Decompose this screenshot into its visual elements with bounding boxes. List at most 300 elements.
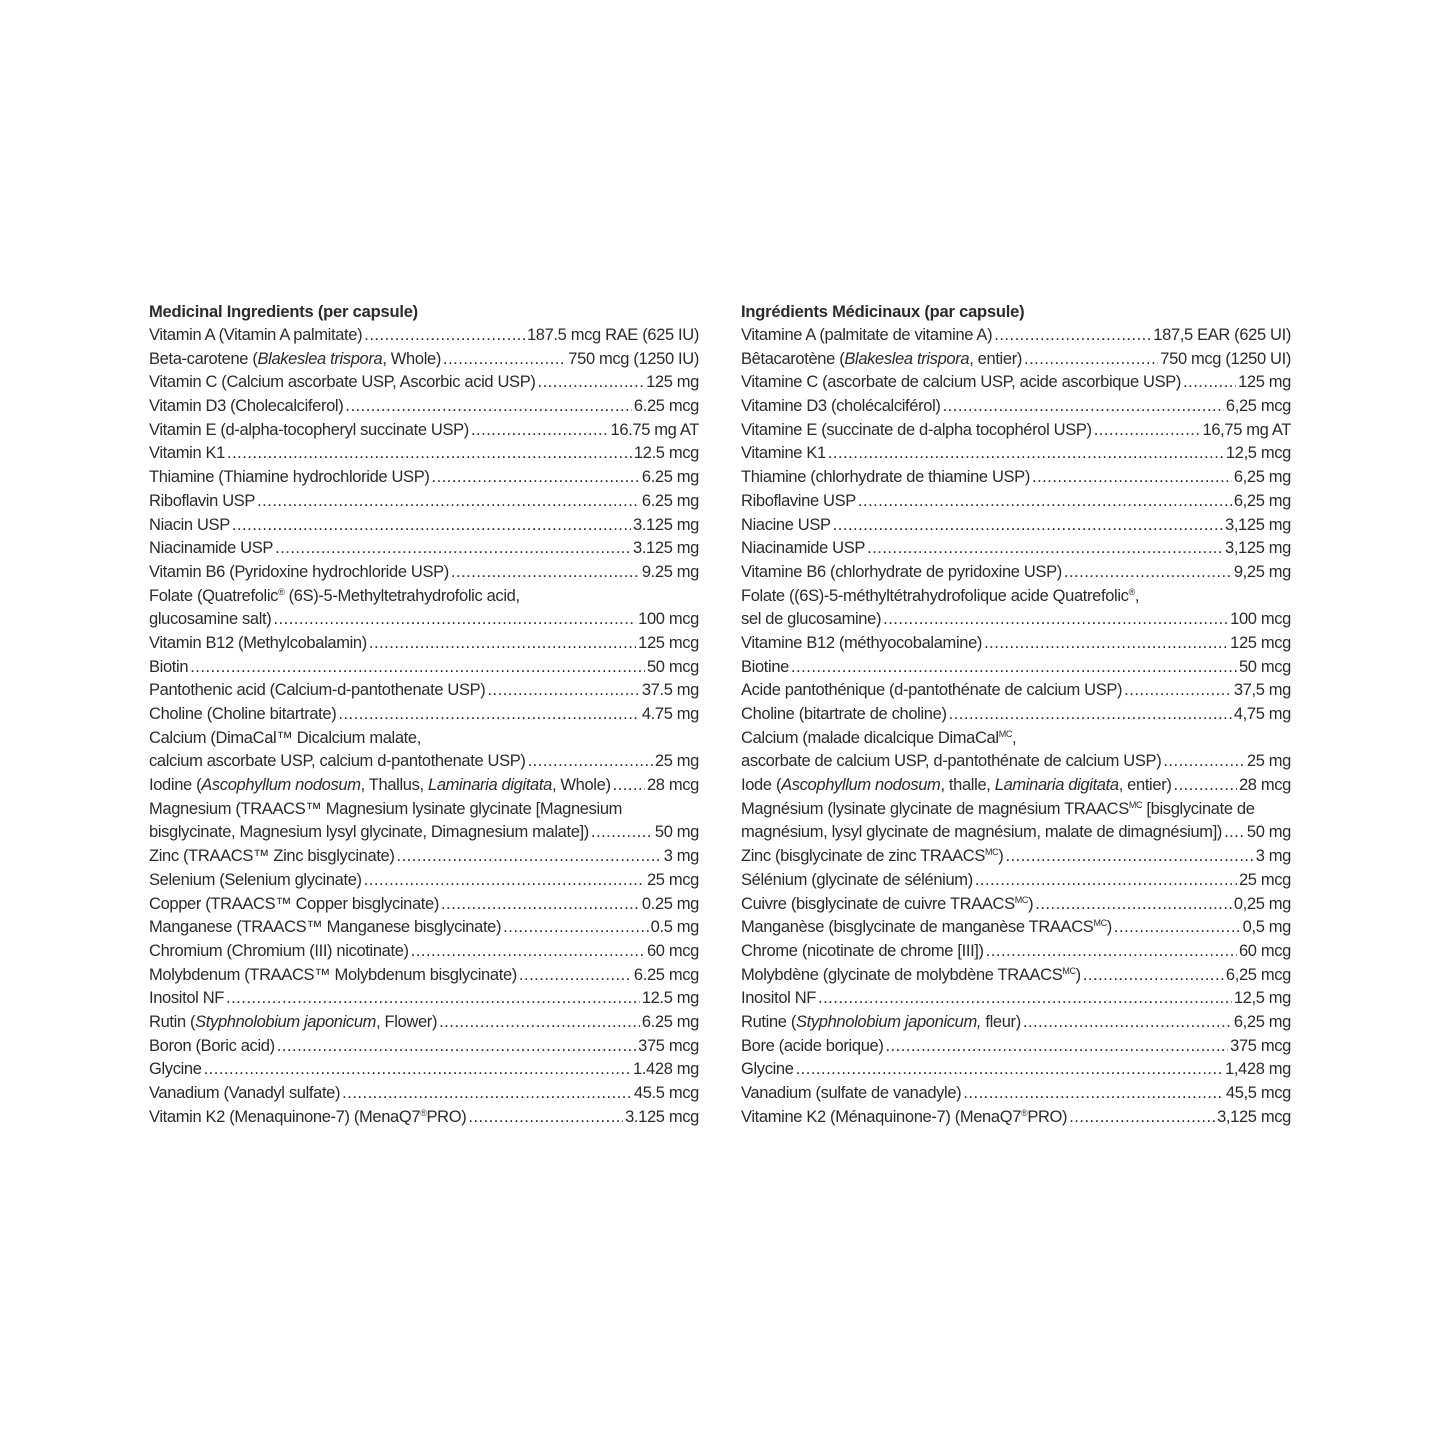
ingredient-line-continued [741,585,1291,609]
text-segment: ) [1106,918,1112,937]
text-segment: Selenium (Selenium glycinate) [149,870,362,889]
text-segment: Inositol NF [741,989,817,1008]
ingredient-name [149,466,430,490]
ingredient-name [149,561,449,585]
ingredient-amount: 1.428 mg [633,1060,699,1079]
ingredient-name [149,608,271,632]
ingredient-name [741,371,1181,395]
superscript-mark: MC [1093,918,1107,929]
ingredient-amount: 3,125 mg [1225,539,1291,558]
ingredient-row [149,940,699,964]
text-segment: Zinc (TRAACS™ Zinc bisglycinate) [149,847,395,866]
dot-leader [275,537,631,561]
ingredient-name [741,821,1222,845]
ingredient-row [149,750,699,774]
ingredient-row [149,774,699,798]
ingredient-name [149,679,485,703]
ingredient-amount: 6.25 mg [641,1012,699,1031]
ingredient-amount: 50 mcg [646,657,699,676]
dot-leader [277,1035,636,1059]
text-segment: Niacinamide USP [149,539,274,558]
ingredient-name [149,324,362,348]
english-ingredient-list [149,324,699,1129]
ingredient-row [741,774,1291,798]
italic-text: Ascophyllum nodosum [781,776,941,795]
dot-leader [439,1011,640,1035]
ingredient-name [149,348,441,372]
ingredient-amount: 12.5 mg [641,989,699,1008]
ingredient-amount: 3.125 mg [633,539,699,558]
dot-leader [226,987,640,1011]
ingredient-name [149,869,362,893]
ingredient-row [149,371,699,395]
ingredient-row [149,1011,699,1035]
ingredient-name [741,608,881,632]
italic-text: Laminaria digitata [428,776,552,795]
dot-leader [1224,821,1245,845]
dot-leader [397,845,662,869]
dot-leader [232,514,631,538]
ingredient-row [741,466,1291,490]
dot-leader [364,324,525,348]
ingredient-name [741,490,856,514]
dot-leader [503,916,649,940]
dot-leader [538,371,645,395]
ingredient-name [741,774,1172,798]
text-segment: Glycine [741,1060,794,1079]
ingredient-row [741,608,1291,632]
superscript-mark: MC [1128,799,1143,810]
superscript-mark: ® [420,1107,427,1118]
text-segment: Niacin USP [149,515,230,534]
text-segment: (6S)-5-Methyltetrahydrofolic acid, [284,586,520,605]
ingredient-amount: 0.25 mg [641,894,699,913]
english-title: Medicinal Ingredients (per capsule) [149,303,418,321]
superscript-mark: MC [1062,965,1076,976]
text-segment: Calcium (DimaCal™ Dicalcium malate, [149,728,421,747]
ingredient-amount: 6,25 mcg [1225,965,1291,984]
text-segment: Vitamin B6 (Pyridoxine hydrochloride USP) [149,562,449,581]
ingredient-amount: 0,25 mg [1233,894,1291,913]
text-segment: Vitamine C (ascorbate de calcium USP, acide ascorbique USP) [741,373,1182,392]
text-segment: Vitamin D3 (Cholecalciferol) [149,397,344,416]
ingredient-amount: 375 mcg [638,1036,699,1055]
ingredient-amount: 187,5 EAR (625 UI) [1153,326,1291,344]
ingredient-amount: 28 mcg [1238,776,1291,795]
dot-leader [1124,679,1232,703]
ingredient-name [149,703,336,727]
ingredient-row [741,324,1291,348]
italic-text: Styphnolobium japonicum, [795,1012,982,1031]
ingredient-amount: 25 mg [654,752,699,771]
ingredient-amount: 37,5 mg [1233,681,1291,700]
ingredient-row [149,324,699,348]
text-segment: Rutine ( [741,1012,796,1031]
text-segment: , Whole) [551,776,611,795]
ingredient-row [741,1011,1291,1035]
dot-leader [345,395,632,419]
ingredient-amount: 750 mcg (1250 UI) [1160,349,1291,368]
dot-leader [833,514,1223,538]
text-segment: Vitamine K1 [741,444,826,463]
dot-leader [1023,1011,1232,1035]
dot-leader [994,324,1151,348]
ingredient-line-continued [149,727,699,751]
ingredient-name [741,466,1030,490]
english-ingredients-column [149,300,699,1129]
ingredient-row [741,893,1291,917]
dot-leader [1024,348,1158,372]
text-segment: Rutin ( [149,1012,196,1031]
dot-leader [883,608,1228,632]
ingredient-name [741,537,865,561]
dot-leader [943,395,1224,419]
text-segment: , Whole) [382,349,441,368]
text-segment: Choline (bitartrate de choline) [741,705,947,723]
text-segment: , Thallus, [360,776,428,795]
ingredient-name [741,964,1081,988]
dot-leader [886,1035,1229,1059]
text-segment: Pantothenic acid (Calcium-d-pantothenate USP) [149,681,486,700]
text-segment: glucosamine salt) [149,610,272,629]
text-segment: ascorbate de calcium USP, d-pantothénate de calcium USP) [741,752,1162,771]
text-segment: Folate (Quatrefolic [149,586,279,605]
ingredient-name [149,1011,437,1035]
text-segment: bisglycinate, Magnesium lysyl glycinate, Dimagnesium malate]) [149,823,589,842]
ingredient-row [741,1058,1291,1082]
ingredient-name [149,490,255,514]
text-segment: , entier) [969,349,1022,368]
ingredient-amount: 375 mcg [1230,1036,1291,1055]
ingredient-amount: 9.25 mg [641,562,699,581]
dot-leader [204,1058,631,1082]
ingredient-line-continued [741,727,1291,751]
dot-leader [949,703,1232,727]
ingredient-amount: 6,25 mg [1233,1012,1291,1031]
text-segment: Bêtacarotène ( [741,349,845,368]
text-segment: Thiamine (chlorhydrate de thiamine USP) [741,468,1030,487]
dot-leader [986,940,1237,964]
superscript-mark: MC [1014,894,1029,905]
dot-leader [1032,466,1232,490]
text-segment: , entier) [1118,776,1172,795]
ingredient-amount: 50 mcg [1238,657,1291,676]
ingredient-row [149,821,699,845]
ingredient-amount: 3,125 mg [1225,515,1291,534]
italic-text: Blakeslea trispora [844,349,970,368]
text-segment: ) [1028,894,1034,913]
ingredient-amount: 9,25 mg [1233,562,1291,581]
dot-leader [1064,561,1232,585]
ingredient-amount: 4.75 mg [641,705,699,723]
ingredient-name [149,419,469,443]
ingredient-amount: 3.125 mcg [625,1107,699,1126]
ingredient-row [741,1035,1291,1059]
text-segment: Choline (Choline bitartrate) [149,705,337,723]
superscript-mark: ® [278,586,285,597]
text-segment: , thalle, [940,776,995,795]
ingredient-name [149,537,273,561]
ingredient-name [149,442,225,466]
text-segment: Vitamine K2 (Ménaquinone-7) (MenaQ7 [741,1107,1022,1126]
text-segment: Folate ((6S)-5-méthyltétrahydrofolique acide Quatrefolic [741,586,1129,605]
ingredient-amount: 28 mcg [646,776,699,795]
ingredient-amount: 60 mcg [646,941,699,960]
ingredient-row [741,940,1291,964]
text-segment: , [1012,728,1017,747]
ingredient-amount: 100 mcg [638,610,699,629]
dot-leader [1094,419,1201,443]
text-segment: Vitamin B12 (Methylcobalamin) [149,633,367,652]
ingredient-row [149,514,699,538]
italic-text: Blakeslea trispora [257,349,383,368]
ingredient-amount: 1,428 mg [1225,1060,1291,1079]
ingredient-row [741,679,1291,703]
ingredient-name [741,703,947,727]
text-segment: Niacinamide USP [741,539,866,558]
ingredient-amount: 0,5 mg [1242,918,1291,937]
text-segment: Copper (TRAACS™ Copper bisglycinate) [149,894,440,913]
text-segment: ) [998,847,1004,866]
ingredient-name [149,1082,340,1106]
ingredient-name [741,940,984,964]
ingredient-amount: 750 mcg (1250 IU) [568,349,699,368]
text-segment: Vitamin C (Calcium ascorbate USP, Ascorbic acid USP) [149,373,536,392]
ingredient-amount: 37.5 mg [641,681,699,700]
ingredient-name [741,514,831,538]
superscript-mark: MC [998,728,1012,739]
ingredient-amount: 25 mg [1246,752,1291,771]
text-segment: Vanadium (Vanadyl sulfate) [149,1084,341,1102]
dot-leader [1083,964,1224,988]
ingredient-row [149,1106,699,1130]
ingredient-row [741,348,1291,372]
dot-leader [369,632,636,656]
ingredient-row [741,561,1291,585]
french-title: Ingrédients Médicinaux (par capsule) [741,303,1025,321]
text-segment: Vitamine A (palmitate de vitamine A) [741,326,993,344]
ingredient-amount: 125 mg [646,373,699,392]
ingredient-row [149,442,699,466]
dot-leader [468,1106,623,1130]
ingredient-row [741,490,1291,514]
dot-leader [975,869,1237,893]
text-segment: Chrome (nicotinate de chrome [III]) [741,941,984,960]
ingredient-name [741,419,1092,443]
ingredient-name [741,1011,1021,1035]
ingredient-name [741,656,789,680]
ingredient-row [741,656,1291,680]
superscript-mark: ® [1128,586,1135,597]
dot-leader [432,466,640,490]
ingredient-name [149,514,230,538]
ingredient-row [741,442,1291,466]
ingredient-name [741,395,941,419]
superscript-mark: ® [1021,1107,1028,1118]
dot-leader [441,893,640,917]
ingredient-row [149,893,699,917]
dot-leader [227,442,632,466]
ingredient-line-continued [741,798,1291,822]
dot-leader [411,940,645,964]
dot-leader [1005,845,1253,869]
ingredient-row [149,466,699,490]
text-segment: Beta-carotene ( [149,349,258,368]
ingredient-name [149,656,188,680]
text-segment: Riboflavin USP [149,491,256,510]
ingredient-amount: 6,25 mcg [1225,397,1291,416]
text-segment: Riboflavine USP [741,491,856,510]
text-segment: Boron (Boric acid) [149,1036,275,1055]
text-segment: fleur) [981,1012,1021,1031]
text-segment: Zinc (bisglycinate de zinc TRAACS [741,847,985,866]
text-segment: PRO) [426,1107,467,1126]
ingredient-name [149,750,526,774]
ingredient-name [149,845,395,869]
text-segment: , [1134,586,1140,605]
text-segment: Manganese (TRAACS™ Manganese bisglycinate) [149,918,502,937]
text-segment: Vitamin K1 [149,444,225,463]
dot-leader [443,348,566,372]
ingredient-row [741,371,1291,395]
text-segment: PRO) [1027,1107,1068,1126]
ingredient-name [149,1035,275,1059]
ingredient-amount: 60 mcg [1238,941,1291,960]
ingredient-row [149,632,699,656]
text-segment: , Flower) [376,1012,438,1031]
ingredient-name [741,679,1122,703]
ingredient-name [149,964,517,988]
ingredient-amount: 50 mg [654,823,699,842]
text-segment: Biotine [741,657,790,676]
ingredient-row [741,869,1291,893]
dot-leader [342,1082,632,1106]
ingredient-row [149,845,699,869]
ingredient-amount: 12,5 mg [1233,989,1291,1008]
ingredient-name [741,1035,884,1059]
dot-leader [963,1082,1224,1106]
ingredient-name [149,1106,466,1130]
ingredient-name [741,561,1062,585]
ingredient-amount: 25 mcg [1238,870,1291,889]
ingredient-amount: 187.5 mcg RAE (625 IU) [526,326,699,344]
ingredient-amount: 3 mg [1255,847,1291,866]
text-segment: Manganèse (bisglycinate de manganèse TRAACS [741,918,1094,937]
ingredient-name [741,987,816,1011]
ingredient-amount: 6,25 mg [1233,491,1291,510]
ingredient-name [741,442,826,466]
text-segment: Niacine USP [741,515,831,534]
ingredient-row [149,656,699,680]
dot-leader [190,656,645,680]
text-segment: sel de glucosamine) [741,610,882,629]
ingredient-amount: 4,75 mg [1233,705,1291,723]
ingredient-name [149,821,589,845]
text-segment: Calcium (malade dicalcique DimaCal [741,728,999,747]
superscript-mark: MC [985,847,999,858]
italic-text: Laminaria digitata [994,776,1119,795]
ingredient-amount: 45.5 mcg [633,1084,699,1102]
dot-leader [867,537,1223,561]
text-segment: Molybdène (glycinate de molybdène TRAACS [741,965,1063,984]
ingredient-row [149,964,699,988]
text-segment: ) [1075,965,1081,984]
ingredient-row [149,1058,699,1082]
ingredient-name [741,324,992,348]
text-segment: Vitamine B6 (chlorhydrate de pyridoxine USP) [741,562,1062,581]
ingredient-row [149,348,699,372]
ingredient-line-continued [149,798,699,822]
ingredient-amount: 6,25 mg [1233,468,1291,487]
dot-leader [828,442,1224,466]
dot-leader [796,1058,1223,1082]
ingredient-row [741,703,1291,727]
dot-leader [487,679,639,703]
ingredient-amount: 0.5 mg [650,918,699,937]
ingredient-amount: 12,5 mcg [1225,444,1291,463]
dot-leader [1183,371,1236,395]
text-segment: Inositol NF [149,989,225,1008]
dot-leader [471,419,609,443]
ingredient-amount: 3 mg [663,847,699,866]
ingredient-name [149,371,536,395]
text-segment: Biotin [149,657,189,676]
ingredient-row [149,490,699,514]
ingredient-name [741,845,1003,869]
ingredient-amount: 3.125 mg [633,515,699,534]
text-segment: calcium ascorbate USP, calcium d-pantothenate USP) [149,752,526,771]
text-segment: Acide pantothénique (d-pantothénate de calcium USP) [741,681,1123,700]
dot-leader [528,750,653,774]
dot-leader [1069,1106,1215,1130]
ingredient-amount: 6.25 mg [641,468,699,487]
dot-leader [1114,916,1241,940]
dot-leader [519,964,632,988]
ingredient-row [149,419,699,443]
french-ingredient-list [741,324,1291,1129]
ingredient-row [149,679,699,703]
dot-leader [818,987,1232,1011]
ingredient-row [149,869,699,893]
text-segment: Bore (acide borique) [741,1036,884,1055]
ingredient-row [741,1082,1291,1106]
ingredient-row [741,987,1291,1011]
ingredient-row [149,1035,699,1059]
ingredient-row [741,395,1291,419]
french-ingredients-column [741,300,1291,1129]
dot-leader [791,656,1237,680]
dot-leader [591,821,653,845]
ingredient-name [741,348,1022,372]
dot-leader [1174,774,1237,798]
ingredient-name [149,987,224,1011]
text-segment: Vitamine B12 (méthyocobalamine) [741,633,983,652]
text-segment: Glycine [149,1060,202,1079]
ingredient-name [741,1106,1067,1130]
ingredient-name [741,893,1033,917]
italic-text: Ascophyllum nodosum [201,776,361,795]
ingredient-row [149,537,699,561]
ingredient-row [741,419,1291,443]
ingredient-row [149,703,699,727]
ingredient-name [149,774,611,798]
text-segment: [bisglycinate de [1142,799,1255,818]
text-segment: Vitamin E (d-alpha-tocopheryl succinate USP) [149,420,469,439]
ingredient-row [741,632,1291,656]
ingredient-amount: 125 mg [1238,373,1291,392]
ingredient-amount: 50 mg [1246,823,1291,842]
ingredient-row [149,1082,699,1106]
